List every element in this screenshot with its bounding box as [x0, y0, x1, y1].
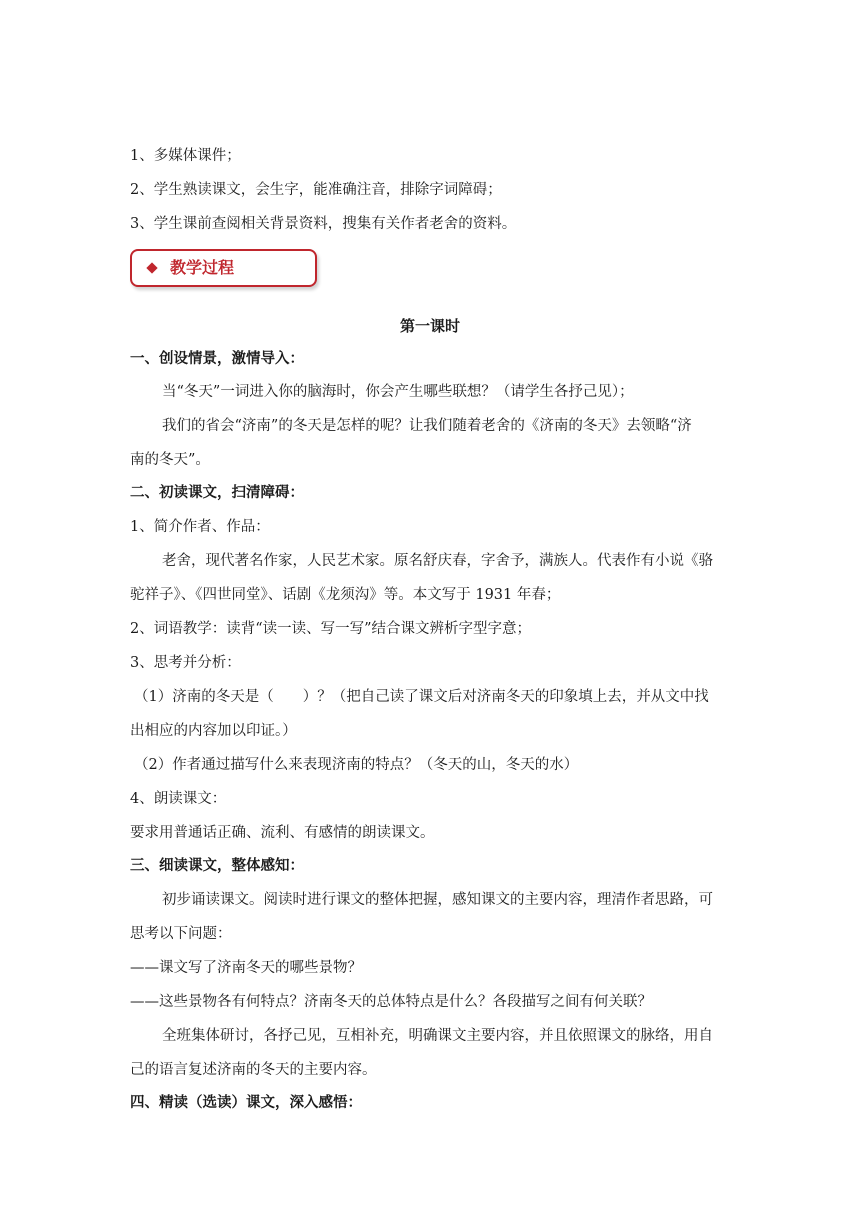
section4-heading: 四、精读（选读）课文，深入感悟： [130, 1094, 362, 1111]
section2-heading: 二、初读课文，扫清障碍： [130, 484, 304, 501]
section1-heading: 一、创设情景，激情导入： [130, 350, 304, 367]
section3-paragraph-2-line-2: 己的语言复述济南的冬天的主要内容。 [130, 1062, 377, 1078]
question-2: （2）作者通过描写什么来表现济南的特点？（冬天的山，冬天的水） [134, 757, 579, 773]
section3-heading: 三、细读课文，整体感知： [130, 857, 304, 874]
question-1-line-2: 出相应的内容加以印证。） [130, 723, 297, 739]
section3-dash-question-1: ——课文写了济南冬天的哪些景物？ [130, 960, 362, 976]
banner-title: 教学过程 [170, 258, 235, 277]
section2-item-2: 2、词语教学：读背“读一读、写一写”结合课文辨析字型字意； [130, 621, 532, 637]
section3-paragraph-1-line-1: 初步诵读课文。阅读时进行课文的整体把握，感知课文的主要内容，理清作者思路，可 [162, 892, 713, 908]
section2-item-4-text: 要求用普通话正确、流利、有感情的朗读课文。 [130, 825, 435, 841]
section2-item-1: 1、简介作者、作品： [130, 519, 270, 535]
material-item-1: 1、多媒体课件； [130, 148, 241, 164]
section-banner [130, 249, 317, 287]
section2-item-4: 4、朗读课文： [130, 791, 227, 807]
section1-paragraph-1: 当“冬天”一词进入你的脑海时，你会产生哪些联想？（请学生各抒己见）； [162, 384, 634, 400]
material-item-2: 2、学生熟读课文，会生字，能准确注音，排除字词障碍； [130, 182, 502, 198]
section3-paragraph-1-line-2: 思考以下问题： [130, 926, 232, 942]
author-intro-line-1: 老舍，现代著名作家，人民艺术家。原名舒庆春，字舍予，满族人。代表作有小说《骆 [162, 553, 713, 569]
material-item-3: 3、学生课前查阅相关背景资料，搜集有关作者老舍的资料。 [130, 216, 517, 232]
section1-paragraph-2-line-2: 南的冬天”。 [130, 452, 210, 468]
lesson-title: 第一课时 [399, 317, 460, 335]
section2-item-3: 3、思考并分析： [130, 655, 241, 671]
section3-paragraph-2-line-1: 全班集体研讨，各抒己见，互相补充，明确课文主要内容，并且依照课文的脉络，用自 [162, 1028, 713, 1044]
section3-dash-question-2: ——这些景物各有何特点？济南冬天的总体特点是什么？各段描写之间有何关联？ [130, 994, 652, 1010]
diamond-icon [146, 262, 157, 273]
question-1-line-1: （1）济南的冬天是（ ）？（把自己读了课文后对济南冬天的印象填上去，并从文中找 [134, 689, 709, 705]
section1-paragraph-2-line-1: 我们的省会“济南”的冬天是怎样的呢？让我们随着老舍的《济南的冬天》去领略“济 [162, 418, 692, 434]
author-intro-line-2: 驼祥子》、《四世同堂》、话剧《龙须沟》等。本文写于 1931 年春； [130, 587, 561, 603]
